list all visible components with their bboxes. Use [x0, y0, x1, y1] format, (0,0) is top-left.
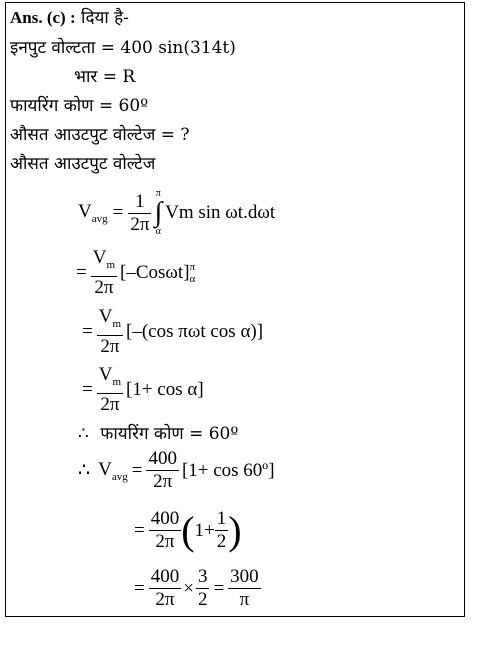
- equation-final-result: [134, 566, 261, 611]
- avg-output-question-line: औसत आउटपुट वोल्टेज = ?: [10, 125, 190, 145]
- eq8-fraction-3: $\frac{300}{\pi}$: [230, 566, 259, 610]
- eq7-fraction: $\frac{400}{2\pi}$: [150, 508, 180, 552]
- eq3-fraction: $\frac{V_m}{2\pi}$: [98, 306, 122, 357]
- avg-output-line: औसत आउटपुट वोल्टेज: [10, 154, 156, 174]
- answer-box: [5, 2, 465, 617]
- eq1-equals: =: [112, 202, 124, 223]
- equation-avg-integral: [78, 189, 275, 237]
- eq4-equals: =: [82, 378, 93, 400]
- eq2-limits: π α: [189, 260, 196, 285]
- eq4-body: [1+ cos α]: [126, 378, 204, 400]
- eq7-left-paren: (: [181, 507, 195, 553]
- eq7-inner-fraction: $\frac{1}{2}$: [216, 508, 227, 552]
- eq1-integral: π ∫ α: [154, 188, 163, 237]
- eq7-one-plus: 1+: [194, 519, 215, 541]
- eq7-right-paren: ): [228, 507, 242, 553]
- load-line: भार = R: [74, 67, 136, 87]
- eq6-equals: =: [131, 459, 143, 481]
- firing-angle-line: फायरिंग कोण = 60º: [10, 96, 149, 116]
- eq6-lhs: $V_{avg}$: [98, 458, 128, 483]
- therefore-symbol-2: ∴: [78, 460, 91, 481]
- eq8-fraction-2: $\frac{3}{2}$: [197, 566, 208, 610]
- eq3-body: [–(cos πωt cos α)]: [126, 320, 264, 342]
- eq2-fraction: $\frac{V_m}{2\pi}$: [92, 247, 116, 298]
- given-label: दिया है-: [81, 8, 129, 28]
- answer-header: [10, 7, 129, 29]
- equation-cos-product: [82, 306, 263, 358]
- eq3-equals: =: [82, 320, 93, 342]
- input-voltage-line: इनपुट वोल्टता = 400 sin(314t): [10, 38, 236, 58]
- eq6-body: [1+ cos 60º]: [181, 459, 275, 481]
- eq5-text: फायरिंग कोण = 60º: [100, 424, 239, 444]
- equation-vavg-substituted: [78, 448, 275, 493]
- equation-cos-bracket: [76, 247, 195, 299]
- therefore-firing-angle: [78, 423, 238, 445]
- eq1-lhs: $V_{avg}$: [78, 201, 108, 225]
- equation-one-plus-cos: [82, 364, 204, 416]
- eq8-times: ×: [183, 577, 194, 599]
- eq2-equals: =: [76, 261, 87, 283]
- eq1-integrand: Vm sin ωt.dωt: [165, 202, 276, 223]
- therefore-symbol: ∴: [78, 424, 89, 444]
- equation-one-plus-half: [134, 508, 242, 553]
- eq1-fraction: $\frac{1}{2\pi}$: [130, 190, 150, 235]
- eq7-equals: =: [134, 519, 145, 541]
- eq6-fraction: $\frac{400}{2\pi}$: [148, 448, 177, 492]
- eq8-equals: =: [134, 577, 145, 599]
- eq2-body: [–Cosωt]: [120, 261, 190, 283]
- answer-label: Ans. (c) :: [10, 8, 76, 27]
- eq8-equals-2: =: [213, 577, 225, 599]
- eq4-fraction: $\frac{V_m}{2\pi}$: [98, 364, 122, 415]
- eq8-fraction-1: $\frac{400}{2\pi}$: [150, 566, 180, 610]
